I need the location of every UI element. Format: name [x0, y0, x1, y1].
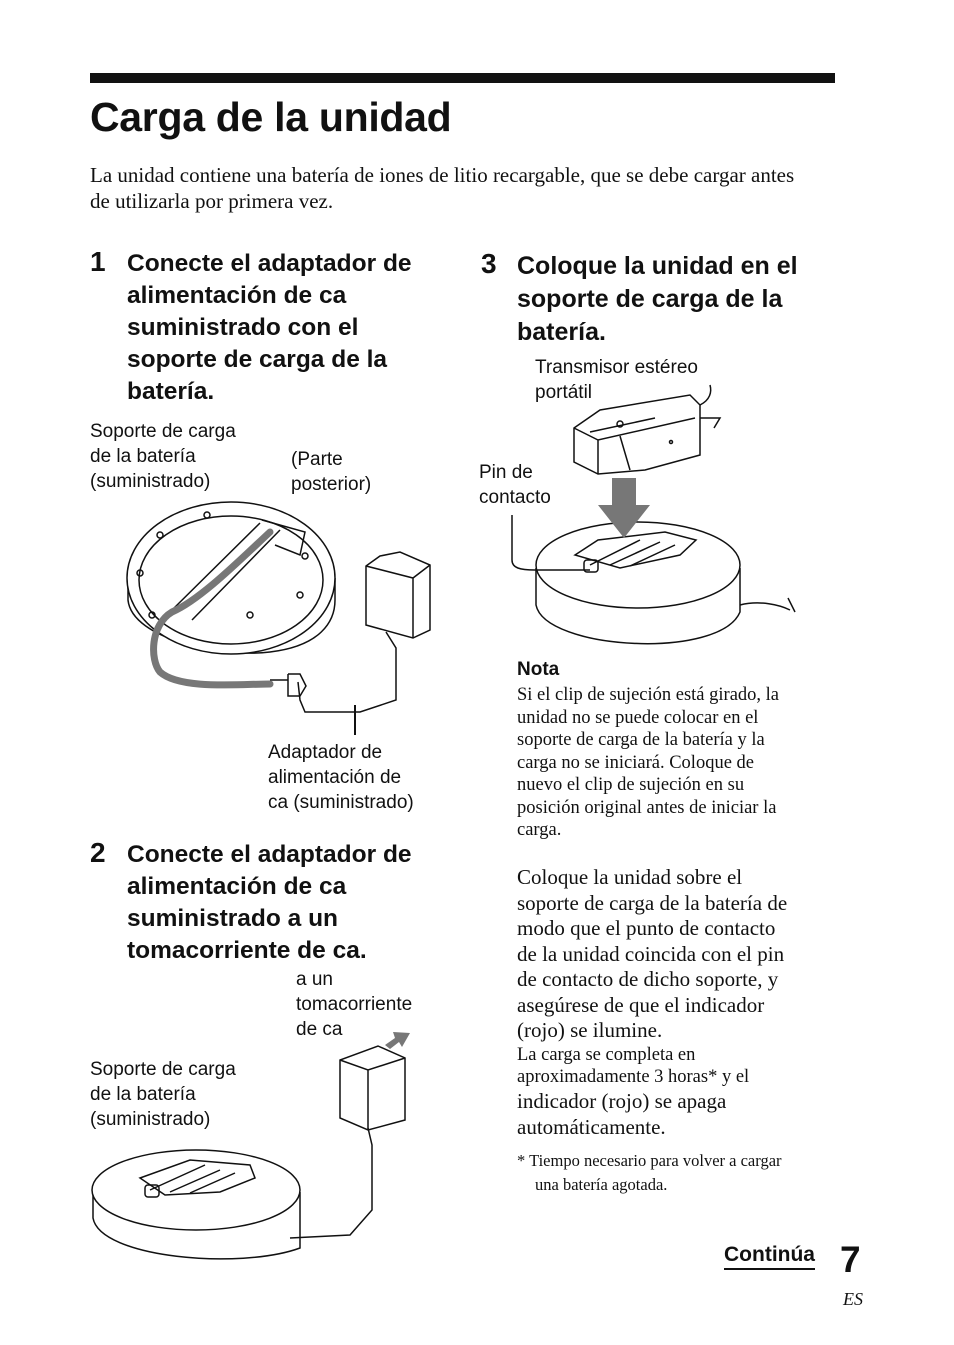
- step-2-outlet-caption: a un tomacorriente de ca: [296, 969, 413, 1040]
- step-3-transmitter-caption: Transmisor estéreo portátil: [535, 357, 698, 403]
- step-3-heading: Coloque la unidad en el soporte de carga de la batería.: [517, 252, 798, 346]
- placement-paragraph: Coloque la unidad sobre el soporte de carga de la batería de modo que el punto de contacto de la unidad coincida con el pin de contacto de dicho soporte, y asegúrese de que el indicador (rojo) se ilumine.: [517, 865, 788, 1042]
- step-1-stand-caption: Soporte de carga de la batería (suministrado): [90, 421, 236, 492]
- note-heading: Nota: [517, 659, 560, 680]
- step-2-number: 2: [90, 837, 106, 868]
- language-code: ES: [843, 1289, 863, 1309]
- intro-paragraph: La unidad contiene una batería de iones de litio recargable, que se debe cargar antes de utilizarla por primera vez.: [90, 163, 795, 213]
- step-1-heading: Conecte el adaptador de alimentación de ca suministrado con el soporte de carga de la batería.: [127, 250, 412, 405]
- charge-complete-text: indicador (rojo) se apaga automáticamente.: [517, 1089, 727, 1139]
- page-title: Carga de la unidad: [90, 94, 452, 140]
- continue-label: Continúa: [724, 1243, 815, 1270]
- charge-time-text: La carga se completa en aproximadamente 3 horas* y el: [517, 1045, 750, 1087]
- step-1-number: 1: [90, 246, 106, 277]
- step-1-adapter-caption: Adaptador de alimentación de ca (suministrado): [268, 742, 414, 813]
- footnote: * Tiempo necesario para volver a cargar una batería agotada.: [517, 1151, 782, 1194]
- step-1-back-caption: (Parte posterior): [291, 449, 372, 495]
- step-3-number: 3: [481, 248, 497, 279]
- page-number: 7: [840, 1239, 861, 1280]
- note-text: Si el clip de sujeción está girado, la unidad no se puede colocar en el soporte de carga de la batería y la carga no se iniciará. Coloque de nuevo el clip de sujeción en su posición original antes de iniciar la carga.: [517, 685, 780, 840]
- step-2-stand-caption: Soporte de carga de la batería (suministrado): [90, 1059, 236, 1130]
- step-3-pin-caption: Pin de contacto: [479, 462, 551, 508]
- step-2-heading: Conecte el adaptador de alimentación de ca suministrado a un tomacorriente de ca.: [127, 841, 412, 964]
